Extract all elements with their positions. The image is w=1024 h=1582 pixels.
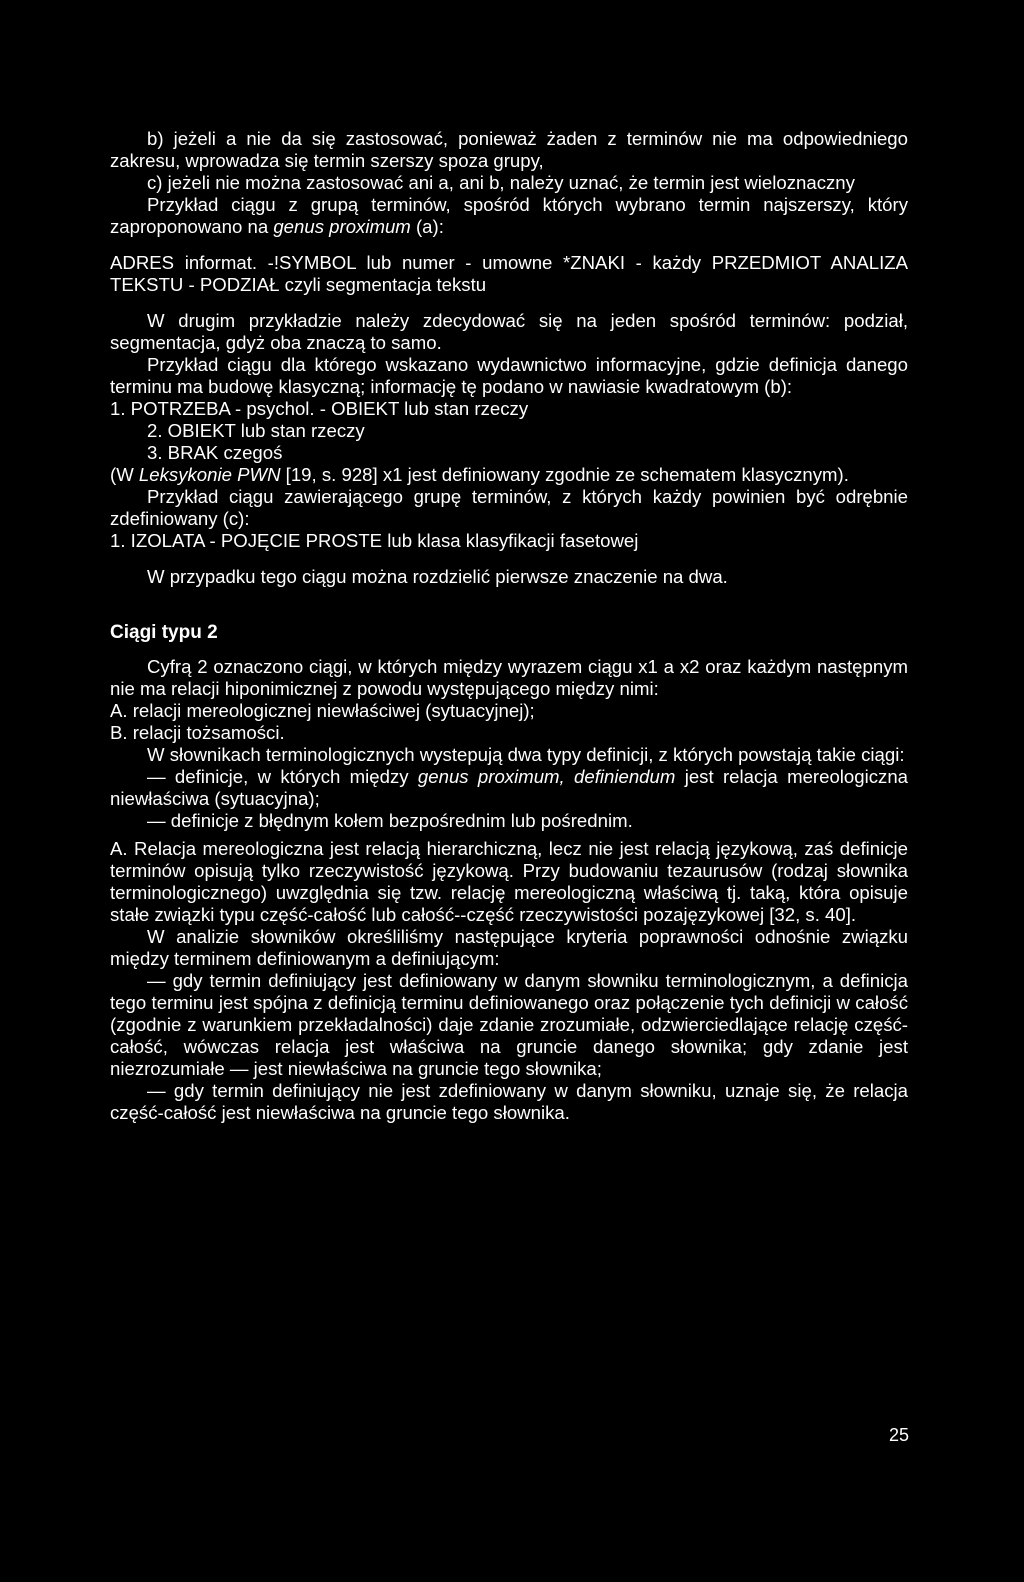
text-run: (a): [410,216,444,237]
text-run: — definicje, w których między [147,766,418,787]
list-item-b: B. relacji tożsamości. [110,722,285,743]
section-heading: Ciągi typu 2 [110,622,218,643]
paragraph-second-example: W drugim przykładzie należy zdecydować się na jeden spośród terminów: podział, segmentacja, gdyż oba znaczą to samo. [110,310,908,353]
list-item: 1. IZOLATA - POJĘCIE PROSTE lub klasa klasyfikacji fasetowej [110,530,639,551]
paragraph-type2-intro: Cyfrą 2 oznaczono ciągi, w których między wyrazem ciągu x1 a x2 oraz każdym następnym nie ma relacji hiponimicznej z powodu występującego między nimi: [110,656,908,699]
text-run: (W [110,464,139,485]
list-item: 3. BRAK czegoś [147,442,283,463]
dash-item: — gdy termin definiujący jest definiowany w danym słowniku terminologicznym, a definicja tego terminu jest spójna z definicją terminu definiowanego oraz połączenie tych definicji w całość (zgodnie z warunkiem przekładalności) daje zdanie zrozumiałe, odzwierciedlające relację część-całość, wówczas relacja jest właściwa na gruncie danego słownika; gdy zdanie jest niezrozumiałe — jest niewłaściwa na gruncie tego słownika; [110,970,908,1079]
paragraph-example-b: Przykład ciągu dla którego wskazano wydawnictwo informacyjne, gdzie definicja danego terminu ma budowę klasyczną; informację tę podano w nawiasie kwadratowym (b): [110,354,908,397]
italic-title: Leksykonie PWN [138,464,281,485]
paragraph-leksykon [110,464,908,486]
list-item: 2. OBIEKT lub stan rzeczy [147,420,365,441]
text-run: Przykład ciągu z grupą terminów, spośród których wybrano termin najszerszy, który zaproponowano na [110,194,908,237]
paragraph-example-c: Przykład ciągu zawierającego grupę terminów, z których każdy powinien być odrębnie zdefiniowany (c): [110,486,908,529]
paragraph-b: b) jeżeli a nie da się zastosować, ponieważ żaden z terminów nie ma odpowiedniego zakresu, wprowadza się termin szerszy spoza grupy, [110,128,908,171]
dash-item: — gdy termin definiujący nie jest zdefiniowany w danym słowniku, uznaje się, że relacja część-całość jest niewłaściwa na gruncie tego słownika. [110,1080,908,1123]
list-item: 1. POTRZEBA - psychol. - OBIEKT lub stan rzeczy [110,398,529,419]
paragraph-c: c) jeżeli nie można zastosować ani a, ani b, należy uznać, że termin jest wieloznaczny [147,172,855,193]
example-a-sequence: ADRES informat. -!SYMBOL lub numer - umowne *ZNAKI - każdy PRZEDMIOT ANALIZA TEKSTU - PODZIAŁ czyli segmentacja tekstu [110,252,908,295]
text-run: jest relacja mereologiczna niewłaściwa (sytuacyjna); [110,766,908,809]
dash-item: — definicje z błędnym kołem bezpośrednim lub pośrednim. [147,810,633,831]
list-item-a: A. relacji mereologicznej niewłaściwej (sytuacyjnej); [110,700,535,721]
paragraph-split: W przypadku tego ciągu można rozdzielić pierwsze znaczenie na dwa. [147,566,728,587]
label-a: A. [110,838,128,859]
italic-term: genus proximum [273,216,411,237]
paragraph-definition-types: W słownikach terminologicznych wystepują dwa typy definicji, z których powstają takie ciągi: [147,744,905,765]
paragraph-a-explanation [110,838,908,926]
text-run: Relacja mereologiczna jest relacją hierarchiczną, lecz nie jest relacją językową, zaś definicje terminów opisują tylko rzeczywistość językową. Przy budowaniu tezaurusów (rodzaj słownika terminologicznego) uwzględnia się tzw. relację mereologiczną właściwą tj. taką, która opisuje stałe związki typu część-całość lub całość--część rzeczywistości pozajęzykowej [32, s. 40]. [110,838,908,925]
paragraph-example-a [110,194,908,238]
text-run: [19, s. 928] x1 jest definiowany zgodnie ze schematem klasycznym). [280,464,849,485]
paragraph-criteria: W analizie słowników określiliśmy następujące kryteria poprawności odnośnie związku między terminem definiowanym a definiującym: [110,926,908,969]
page-number: 25 [888,1425,909,1445]
dash-item [110,766,908,810]
italic-term: genus proximum, definiendum [417,766,676,787]
page-body [110,128,908,1124]
